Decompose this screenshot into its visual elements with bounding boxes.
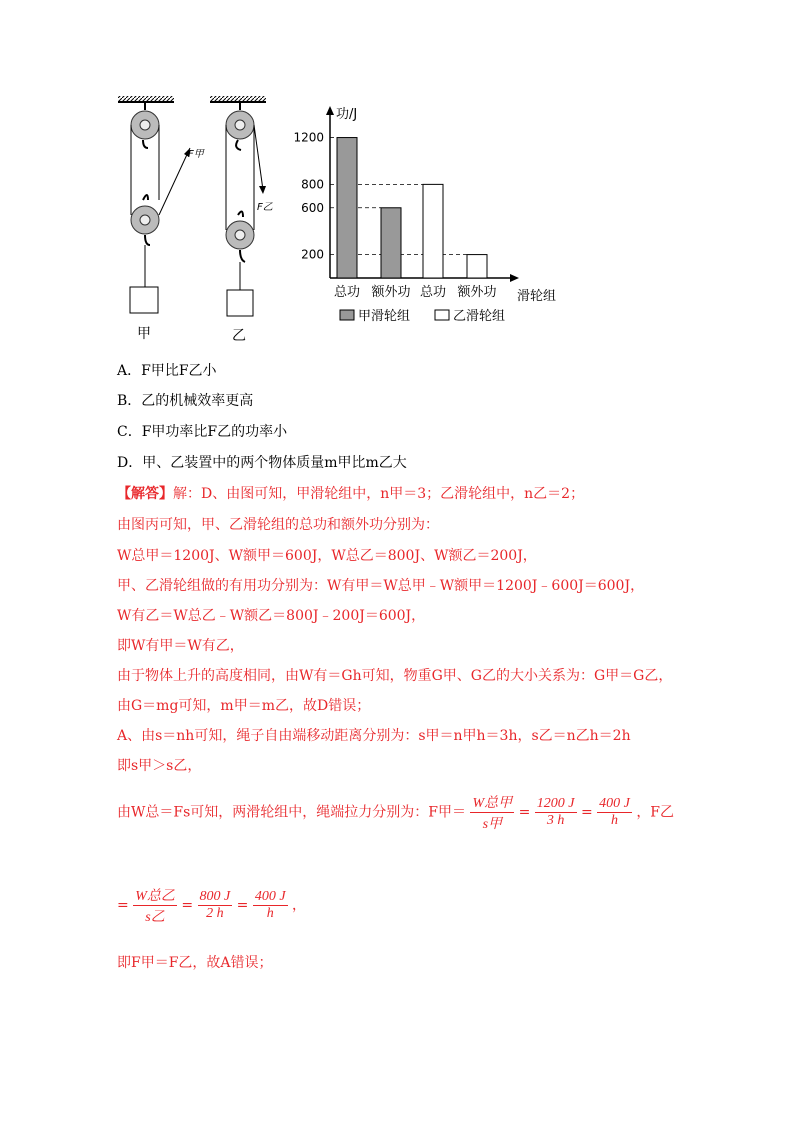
answer-text-1: 解：D、由图可知，甲滑轮组中，n甲＝3；乙滑轮组中，n乙＝2； xyxy=(173,486,585,502)
y-tick-label: 1200 xyxy=(293,130,324,145)
x-tick-label: 额外功 xyxy=(457,285,497,300)
answer-text-11: 由W总＝Fs可知，两滑轮组中，绳端拉力分别为：F甲＝ xyxy=(117,804,467,821)
y-axis-arrow xyxy=(326,106,334,115)
fraction-1: $\frac{\text{W总甲}}{\text{s甲}}$ xyxy=(470,792,514,833)
legend-swatch xyxy=(340,310,354,320)
answer-line-11: 由W总＝Fs可知，两滑轮组中，绳端拉力分别为：F甲＝ $\frac{\text{W总甲}}{\text{s甲}}$ = $\frac{1200 J}{3 h}$ = $\frac{400 J}{h}$ ，F乙 xyxy=(117,792,674,833)
fraction-6: $\frac{400 J}{h}$ xyxy=(254,889,286,921)
answer-line-8: 由G＝mg可知，m甲＝m乙，故D错误； xyxy=(117,698,371,714)
x-tick-label: 额外功 xyxy=(371,285,411,300)
y-tick-label: 800 xyxy=(301,177,324,192)
y-tick-label: 600 xyxy=(301,200,324,215)
answer-line-6: 即W有甲＝W有乙， xyxy=(117,638,244,654)
answer-tag: 【解答】 xyxy=(117,486,173,502)
right-block xyxy=(227,290,253,316)
answer-text-12-tail: ， xyxy=(292,897,307,914)
answer-text-11-tail: ，F乙 xyxy=(636,804,675,821)
answer-line-10: 即s甲＞s乙， xyxy=(117,758,202,774)
x-axis-label: 滑轮组 xyxy=(517,289,557,304)
work-bar-chart xyxy=(285,100,560,330)
pulley-figure xyxy=(110,90,290,345)
answer-line-12: = $\frac{\text{W总乙}}{\text{s乙}}$ = $\frac{800 J}{2 h}$ = $\frac{400 J}{h}$ ， xyxy=(117,885,306,926)
right-force-rope xyxy=(254,125,263,190)
left-force-rope xyxy=(159,148,190,215)
y-axis-label: 功/J xyxy=(336,107,358,122)
fraction-3: $\frac{400 J}{h}$ xyxy=(599,796,630,828)
x-tick-label: 总功 xyxy=(333,285,361,300)
answer-line-13: 即F甲＝F乙，故A错误； xyxy=(117,955,273,971)
left-force-label: F甲 xyxy=(188,149,204,160)
bar xyxy=(423,184,443,278)
bar xyxy=(381,208,401,278)
answer-line-5: W有乙＝W总乙﹣W额乙＝800J﹣200J＝600J， xyxy=(117,608,426,624)
x-tick-label: 总功 xyxy=(419,285,447,300)
fraction-4: $\frac{\text{W总乙}}{\text{s乙}}$ xyxy=(133,885,177,926)
legend-swatch xyxy=(435,310,449,320)
answer-line-3: W总甲＝1200J、W额甲＝600J，W总乙＝800J、W额乙＝200J， xyxy=(117,548,537,564)
fraction-5: $\frac{800 J}{2 h}$ xyxy=(199,889,231,921)
answer-line-2: 由图丙可知，甲、乙滑轮组的总功和额外功分别为： xyxy=(117,517,439,533)
fraction-2: $\frac{1200 J}{3 h}$ xyxy=(536,796,575,828)
answer-line-4: 甲、乙滑轮组做的有用功分别为：W有甲＝W总甲﹣W额甲＝1200J﹣600J＝600J， xyxy=(117,578,645,594)
bar xyxy=(467,255,487,278)
answer-line-9: A、由s＝nh可知，绳子自由端移动距离分别为：s甲＝n甲h＝3h，s乙＝n乙h＝2h xyxy=(117,728,631,744)
answer-line-7: 由于物体上升的高度相同，由W有＝Gh可知，物重G甲、G乙的大小关系为：G甲＝G乙， xyxy=(117,668,673,684)
legend-label: 甲滑轮组 xyxy=(358,309,411,324)
option-b: B．乙的机械效率更高 xyxy=(117,393,254,409)
right-name: 乙 xyxy=(232,328,246,344)
option-d: D．甲、乙装置中的两个物体质量m甲比m乙大 xyxy=(117,455,407,471)
option-c: C．F甲功率比F乙的功率小 xyxy=(117,424,288,440)
x-axis-arrow xyxy=(510,274,519,282)
legend-label: 乙滑轮组 xyxy=(453,309,506,324)
y-tick-label: 200 xyxy=(301,247,324,262)
option-a: A．F甲比F乙小 xyxy=(117,363,217,379)
left-name: 甲 xyxy=(137,326,151,342)
right-force-label: F乙 xyxy=(257,202,273,213)
bar xyxy=(337,138,357,278)
left-block xyxy=(130,287,158,313)
answer-line-1 xyxy=(117,483,584,503)
